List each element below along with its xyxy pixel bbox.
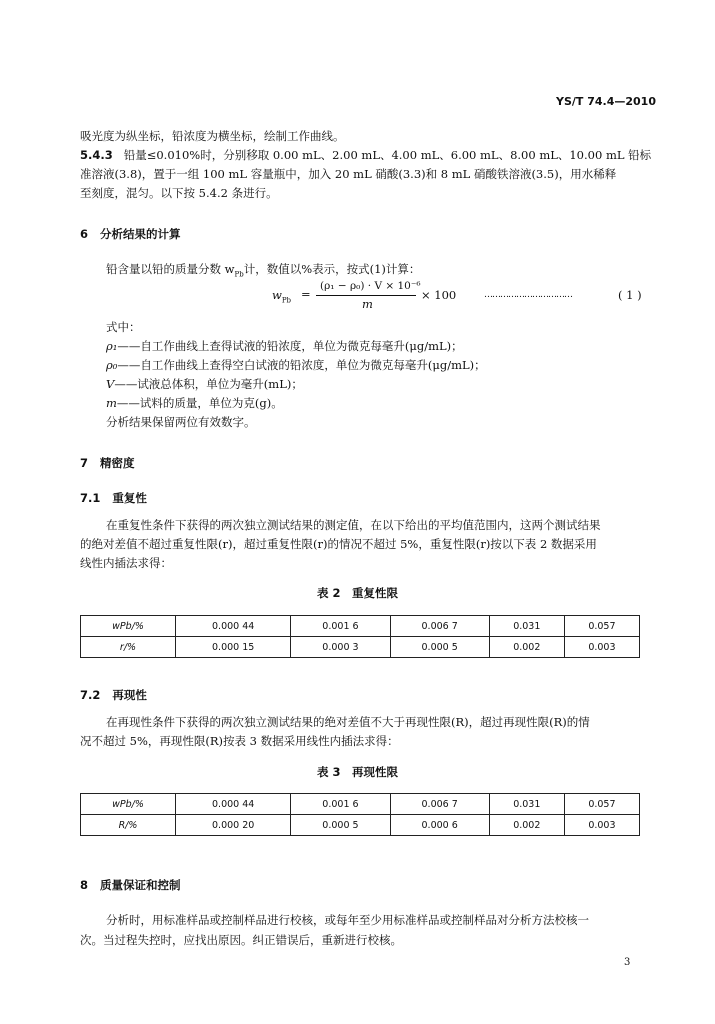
table-cell: wPb/%: [81, 794, 176, 815]
table-2-repeatability: [80, 615, 640, 658]
table-cell: 0.000 15: [176, 637, 291, 658]
table-cell: 0.000 44: [176, 794, 291, 815]
subsection-title: 再现性: [112, 688, 147, 702]
variable-symbol: m: [106, 396, 117, 410]
variable-symbol: ρ₁: [106, 339, 118, 353]
table-cell: 0.000 3: [291, 637, 390, 658]
intro-subscript: Pb: [234, 270, 244, 279]
variable-v: [106, 377, 303, 392]
formula-lhs-symbol: w: [272, 288, 282, 302]
variable-m: [106, 396, 283, 411]
section-8-heading: [80, 877, 181, 893]
variable-rho1: [106, 339, 463, 354]
table-cell: 0.002: [489, 637, 564, 658]
variable-description: ——自工作曲线上查得空白试液的铅浓度，单位为微克每毫升(μg/mL)；: [117, 358, 486, 372]
section-title: 分析结果的计算: [100, 227, 181, 241]
table-row: [81, 815, 640, 836]
significant-digits-note: 分析结果保留两位有效数字。: [106, 415, 256, 429]
table-3-caption: 表 3 再现性限: [316, 765, 398, 779]
variable-description: ——自工作曲线上查得试液的铅浓度，单位为微克每毫升(μg/mL)；: [117, 339, 463, 353]
section-7-1-heading: [80, 490, 147, 506]
reproducibility-line1: 在再现性条件下获得的两次独立测试结果的绝对差值不大于再现性限(R)，超过再现性限(R)的情: [106, 715, 590, 729]
where-label: 式中：: [106, 320, 141, 334]
table-cell: 0.006 7: [390, 794, 489, 815]
intro-text: 铅含量以铅的质量分数 w: [106, 262, 235, 276]
table-cell: 0.003: [564, 815, 639, 836]
subsection-number: 7.2: [80, 688, 101, 702]
quality-control-line1: 分析时，用标准样品或控制样品进行校核，或每年至少用标准样品或控制样品对分析方法校核一: [106, 913, 589, 927]
section-title: 精密度: [100, 456, 135, 470]
table-cell: 0.000 5: [390, 637, 489, 658]
table-row: [81, 637, 640, 658]
table-cell: r/%: [81, 637, 176, 658]
variable-description: ——试料的质量，单位为克(g)。: [116, 396, 283, 410]
section-title: 质量保证和控制: [100, 878, 181, 892]
table-cell: 0.006 7: [390, 616, 489, 637]
table-cell: 0.057: [564, 616, 639, 637]
table-cell: 0.002: [489, 815, 564, 836]
formula-numerator: (ρ₁ − ρ₀) · V × 10⁻⁶: [320, 280, 421, 292]
section-7-heading: [80, 455, 135, 471]
section-number: 8: [80, 878, 89, 892]
table-cell: 0.000 44: [176, 616, 291, 637]
repeatability-line1: 在重复性条件下获得的两次独立测试结果的测定值，在以下给出的平均值范围内，这两个测试结果: [106, 518, 601, 532]
clause-text: 铅量≤0.010%时，分别移取 0.00 mL、2.00 mL、4.00 mL、6.00 mL、8.00 mL、10.00 mL 铅标: [123, 148, 652, 162]
table-cell: 0.000 5: [291, 815, 390, 836]
table-cell: wPb/%: [81, 616, 176, 637]
table-cell: 0.001 6: [291, 616, 390, 637]
variable-symbol: ρ₀: [106, 358, 118, 372]
page-number: 3: [624, 957, 631, 968]
subsection-number: 7.1: [80, 491, 101, 505]
formula-lhs-subscript: Pb: [281, 296, 292, 305]
table-row: [81, 616, 640, 637]
formula-lhs: [272, 288, 291, 308]
table-cell: 0.000 20: [176, 815, 291, 836]
table-cell: 0.003: [564, 637, 639, 658]
paragraph-5-4-2-tail: 吸光度为纵坐标，铅浓度为横坐标，绘制工作曲线。: [80, 129, 345, 143]
table-cell: R/%: [81, 815, 176, 836]
clause-number: 5.4.3: [80, 148, 113, 162]
formula-leader-dots: ……………………………: [484, 290, 572, 300]
formula-denominator: m: [362, 297, 373, 311]
section-number: 7: [80, 456, 89, 470]
standard-number: YS/T 74.4—2010: [556, 95, 656, 108]
table-row: [81, 794, 640, 815]
table-3-reproducibility: [80, 793, 640, 836]
subsection-title: 重复性: [112, 491, 147, 505]
table-cell: 0.057: [564, 794, 639, 815]
formula-times-100: × 100: [421, 288, 457, 302]
paragraph-5-4-3-line1: [80, 148, 651, 163]
reproducibility-line2: 况不超过 5%，再现性限(R)按表 3 数据采用线性内插法求得：: [80, 734, 399, 748]
table-cell: 0.031: [489, 794, 564, 815]
variable-symbol: V: [106, 377, 115, 391]
fraction-bar: [316, 295, 416, 296]
quality-control-line2: 次。当过程失控时，应找出原因。纠正错误后，重新进行校核。: [80, 933, 402, 947]
repeatability-line2: 的绝对差值不超过重复性限(r)，超过重复性限(r)的情况不超过 5%，重复性限(r)按以下表 2 数据采用: [80, 537, 597, 551]
formula-equals: =: [301, 287, 311, 301]
paragraph-5-4-3-line2: 准溶液(3.8)，置于一组 100 mL 容量瓶中，加入 20 mL 硝酸(3.3)和 8 mL 硝酸铁溶液(3.5)，用水稀释: [80, 167, 617, 181]
section-6-heading: [80, 226, 181, 242]
intro-rest: 计，数值以%表示，按式(1)计算：: [243, 262, 421, 276]
formula-number: ( 1 ): [618, 288, 642, 302]
paragraph-5-4-3-line3: 至刻度，混匀。以下按 5.4.2 条进行。: [80, 186, 278, 200]
table-2-caption: 表 2 重复性限: [316, 586, 398, 600]
section-7-2-heading: [80, 687, 147, 703]
variable-rho0: [106, 358, 486, 373]
section-number: 6: [80, 227, 89, 241]
table-cell: 0.001 6: [291, 794, 390, 815]
table-cell: 0.031: [489, 616, 564, 637]
table-cell: 0.000 6: [390, 815, 489, 836]
repeatability-line3: 线性内插法求得：: [80, 556, 172, 570]
variable-description: ——试液总体积，单位为毫升(mL)；: [114, 377, 303, 391]
